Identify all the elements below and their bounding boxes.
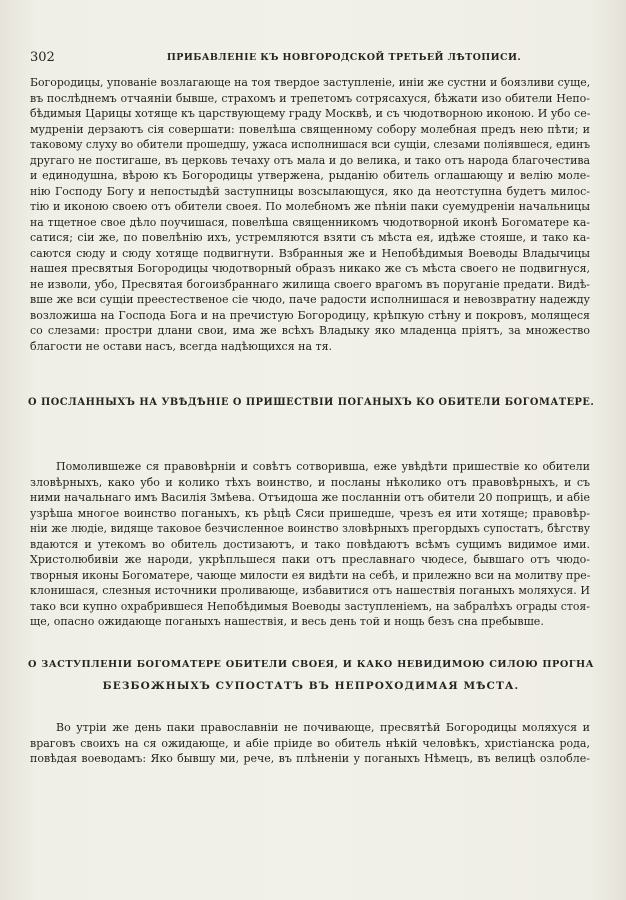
text-line: саются сюду и сюду хотяще подвигнути. Взбранныя же и Непобѣдимыя Воеводы Владычицы [30,246,590,260]
text-line: узрѣша многое воинство поганыхъ, къ рѣцѣ Сяси пришедше, чрезъ ея ити хотяще; правовѣр- [30,506,590,520]
text-line: зловѣрныхъ, како убо и колико тѣхъ воинство, и посланы нѣколико отъ правовѣрныхъ, и съ [30,475,590,489]
text-line: ніи же людіе, видяще таковое безчисленное воинство зловѣрныхъ прегордыхъ супостатъ, бѣгству [30,522,590,535]
text-line: мудреніи дерзаютъ сія совершати: повелѣша священному собору молебная предъ нею пѣти; и [30,122,590,136]
section-heading-intercession: О ЗАСТУПЛЕНІИ БОГОМАТЕРЕ ОБИТЕЛИ СВОЕЯ, И КАКО НЕВИДИМОЮ СИЛОЮ ПРОГНА [28,659,594,670]
text-line: ще, опасно ожидающе поганыхъ нашествія, и весь день той и нощь безъ сна пребывше. [30,615,544,628]
page-number: 302 [30,50,55,65]
text-line: Христолюбивіи же народи, укрѣпльшеся паки отъ преславнаго чюдесе, бывшаго отъ чюдо- [30,553,590,566]
text-line: на тщетное свое дѣло поучишася, повелѣша священникомъ чюдотворной иконѣ Богоматере ка- [30,215,590,229]
section-heading-intercession-continued: БЕЗБОЖНЫХЪ СУПОСТАТЪ ВЪ НЕПРОХОДИМАЯ МѢСТА. [102,680,520,692]
text-line: благости не остави насъ, всегда надѣющихся на тя. [30,339,333,353]
text-line: Богородицы, упованіе возлагающе на тоя твердое заступленіе, иніи же сустни и боязливи суще, [30,76,590,89]
paragraph-2 [30,459,590,630]
section-heading-envoys: О ПОСЛАННЫХЪ НА УВѢДѢНІЕ О ПРИШЕСТВІИ ПОГАНЫХЪ КО ОБИТЕЛИ БОГОМАТЕРЕ. [28,397,594,408]
text-line: другаго не постигаше, въ церковь течаху отъ мала и до велика, и тако отъ народа благочестива [30,153,590,167]
text-line: вдаются и утекомъ во обитель достизаютъ, и тако повѣдаютъ всѣмъ сущимъ видимое ими. [30,537,590,551]
text-line: сатися; сіи же, по повелѣнію ихъ, устремляются взяти съ мѣста ея, идѣже стояше, и тако ка- [30,231,590,244]
text-line: тако вси купно охрабрившеся Непобѣдимыя Воеводы заступленіемъ, на забралѣхъ ограды стоя- [30,599,590,613]
text-line: творныя иконы Богоматере, чающе милости ея видѣти на себѣ, и прилежно вси на молитву пре- [30,568,590,582]
text-line: возложиша на Господа Бога и на пречистую Богородицу, крѣпкую стѣну и покровъ, молящеся [30,308,590,322]
text-line: бѣдимыя Царицы хотяще къ царствующему граду Москвѣ, и съ чюдотворною иконою. И убо се- [30,107,590,120]
paragraph-3 [30,720,590,767]
text-line: тію и иконою своею отъ обители своея. По молебномъ же пѣніи паки суемудреніи начальницы [30,200,590,213]
text-line: Помолившеже ся правовѣрніи и совѣтъ сотворивша, еже увѣдѣти пришествіе ко обители [56,460,590,473]
text-line: Во утріи же день паки православніи не почивающе, пресвятѣй Богородицы моляхуся и [56,721,590,734]
text-line: и единодушна, вѣрою къ Богородицы утвержена, рыданію обитель оглашающу и велію моле- [30,169,590,182]
text-line: таковому слуху во обители прошедшу, ужаса исполнишася вси сущіи, слезами поліявшеся, единъ [30,138,590,151]
text-line: со слезами: простри длани свои, има же всѣхъ Владыку яко младенца пріятъ, за множество [30,324,590,337]
text-line: не изволи, убо, Пресвятая богоизбраннаго жилища своего врагомъ въ поруганіе предати. Видѣ- [30,277,590,291]
paragraph-1 [30,75,590,354]
text-line: клонишася, слезныя источники проливающе, избавитися отъ нашествія поганыхъ моляхуся. И [30,584,590,597]
text-line: враговъ своихъ на ся ожидающе, и абіе пріиде во обитель нѣкій человѣкъ, христіанска рода, [30,736,590,750]
page-header [30,50,588,68]
text-line: вше же вси сущіи преестественое сіе чюдо, паче радости исполнишася и невозвратну надежду [30,293,590,306]
text-line: нашея пресвятыя Богородицы чюдотворный образъ никако же съ мѣста своего не подвигнуся, [30,262,590,275]
running-title: ПРИБАВЛЕНІЕ КЪ НОВГОРОДСКОЙ ТРЕТЬЕЙ ЛѢТОПИСИ. [166,52,522,63]
text-line: въ послѣднемъ отчаяніи бывше, страхомъ и трепетомъ сотрясахуся, бѣжати изо обители Непо- [30,91,590,105]
text-line: повѣдая воеводамъ: Яко бывшу ми, рече, въ плѣненіи у поганыхъ Нѣмецъ, въ велицѣ озлобле- [30,752,590,765]
text-line: нію Господу Богу и непостыдѣй заступницы возсылающуся, яко да неотступна будетъ милос- [30,184,590,198]
text-line: ними начальнаго имъ Василія Змѣева. Отъидоша же посланніи отъ обители 20 поприщъ, и абіе [30,491,590,504]
